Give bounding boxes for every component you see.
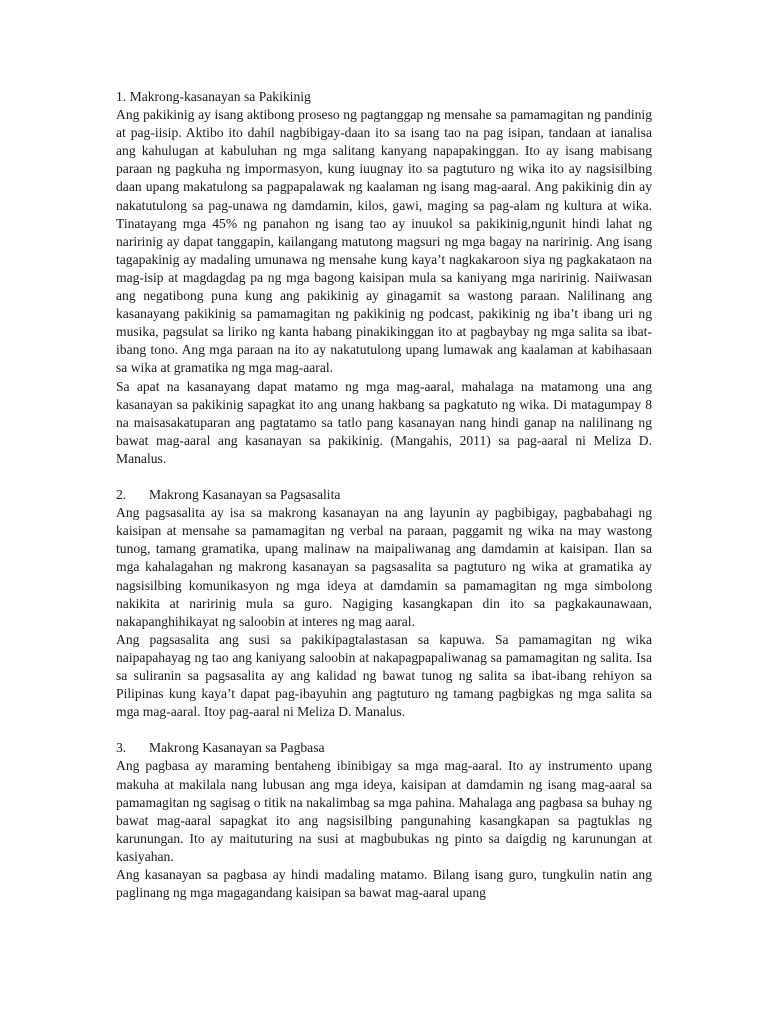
section-number: 2. <box>116 487 127 503</box>
section-title: Makrong-kasanayan sa Pakikinig <box>129 89 311 104</box>
section-title: Makrong Kasanayan sa Pagbasa <box>149 740 325 756</box>
paragraph: Sa apat na kasanayang dapat matamo ng mga mag-aaral, mahalaga na matamong una ang kasanayan sa pakikinig sapagkat ito ang unang hakbang sa pagkatuto ng wika. Di matagumpay 8 na maisasakatuparan ang pagtatamo sa tatlo pang kasanayan nang hindi ganap na nalilinang ng bawat mag-aaral ang kasanayan sa pakikinig. (Mangahis, 2011) sa pag-aaral ni Meliza D. Manalus. <box>116 378 652 466</box>
section-spacer <box>116 468 652 486</box>
document-page <box>116 88 652 902</box>
section-heading <box>116 739 652 757</box>
section-number: 3. <box>116 740 127 756</box>
paragraph: Ang pagbasa ay maraming bentaheng ibinibigay sa mga mag-aaral. Ito ay instrumento upang makuha at makilala nang lubusan ang mga ideya, kaisipan at damdamin ng isang mag-aaral sa pamamagitan ng sagisag o titik na nakalimbag sa mga pahina. Mahalaga ang pagbasa sa buhay ng bawat mag-aaral sapagkat ito ang nagsisilbing pangunahing kasangkapan sa pagtuklas ng karunungan. Ito ay maituturing na susi at magbubukas ng pinto sa daigdig ng karunungan at kasiyahan. <box>116 758 652 864</box>
section-pagbasa <box>116 739 652 902</box>
paragraph: Ang pagsasalita ay isa sa makrong kasanayan na ang layunin ay pagbibigay, pagbabahagi ng kaisipan at mensahe sa pamamagitan ng verbal na paraan, paggamit ng wika na may wastong tunog, tamang gramatika, upang malinaw na maipaliwanag ang damdamin at kaisipan. Ilan sa mga kahalagahan ng makrong kasanayan sa pagsasalita sa pagtuturo ng wika at gramatika ay nagsisilbing komunikasyon ng mga ideya at damdamin sa pamamagitan ng mga simbolong nakikita at naririnig mula sa guro. Nagiging kasangkapan din ito sa pagkakaunawaan, nakapanghihikayat ng saloobin at interes ng mag aaral. <box>116 505 652 629</box>
paragraph: Ang pagsasalita ang susi sa pakikipagtalastasan sa kapuwa. Sa pamamagitan ng wika naipapahayag ng tao ang kaniyang saloobin at nakapagpapaliwanag sa pamamagitan ng salita. Isa sa suliranin sa pagsasalita ay ang kalidad ng bawat tunog ng salita sa ibat-ibang rehiyon sa Pilipinas kung kaya’t dapat pag-ibayuhin ang pagtuturo ng tamang pagbigkas ng mga salita sa mga mag-aaral. Itoy pag-aaral ni Meliza D. Manalus. <box>116 631 652 720</box>
section-pagsasalita <box>116 486 652 721</box>
section-spacer <box>116 721 652 739</box>
section-heading <box>116 486 652 504</box>
paragraph: Ang pakikinig ay isang aktibong proseso ng pagtanggap ng mensahe sa pamamagitan ng pandinig at pag-iisip. Aktibo ito dahil nagbibigay-daan ito sa isang tao na pag isipan, tandaan at ianalisa ang kahulugan at kabuluhan ng mga salitang kanyang napapakinggan. Ito ay isang mabisang paraan ng pagkuha ng impormasyon, kung iuugnay ito sa pagtuturo ng wika ito ay nagsisilbing daan upang makatulong sa pagpapalawak ng kaalaman ng isang mag-aaral. Ang pakikinig din ay nakatutulong sa pag-unawa ng damdamin, kilos, gawi, maging sa pag-alam ng kultura at wika. Tinatayang mga 45% ng panahon ng isang tao ay inuukol sa pakikinig,ngunit hindi lahat ng naririnig ay dapat tanggapin, kailangang matutong magsuri ng mga bagay na naririnig. Ang isang tagapakinig ay madaling umunawa ng mensahe kung kaya’t nagkakaroon siya ng pagkakataon na mag-isip at magdagdag pa ng mga bagong kaisipan mula sa kaniyang mga naririnig. Naiiwasan ang negatibong puna kung ang pakikinig ay ginagamit sa wastong paraan. Nalilinang ang kasanayang pakikinig sa pamamagitan ng pakikinig ng podcast, pakikinig ng iba’t ibang uri ng musika, pagsulat sa liriko ng kanta habang pinakikinggan ito at pagbaybay ng mga salita sa ibat-ibang tono. Ang mga paraan na ito ay nakatutulong upang lumawak ang kaalaman at kabihasaan sa wika at gramatika ng mga mag-aaral. <box>116 107 652 376</box>
section-title: Makrong Kasanayan sa Pagsasalita <box>149 487 341 503</box>
section-heading <box>116 88 652 106</box>
section-pakikinig <box>116 88 652 468</box>
section-number: 1. <box>116 89 127 104</box>
paragraph: Ang kasanayan sa pagbasa ay hindi madaling matamo. Bilang isang guro, tungkulin natin ang paglinang ng mga magagandang kaisipan sa bawat mag-aaral upang <box>116 867 652 901</box>
